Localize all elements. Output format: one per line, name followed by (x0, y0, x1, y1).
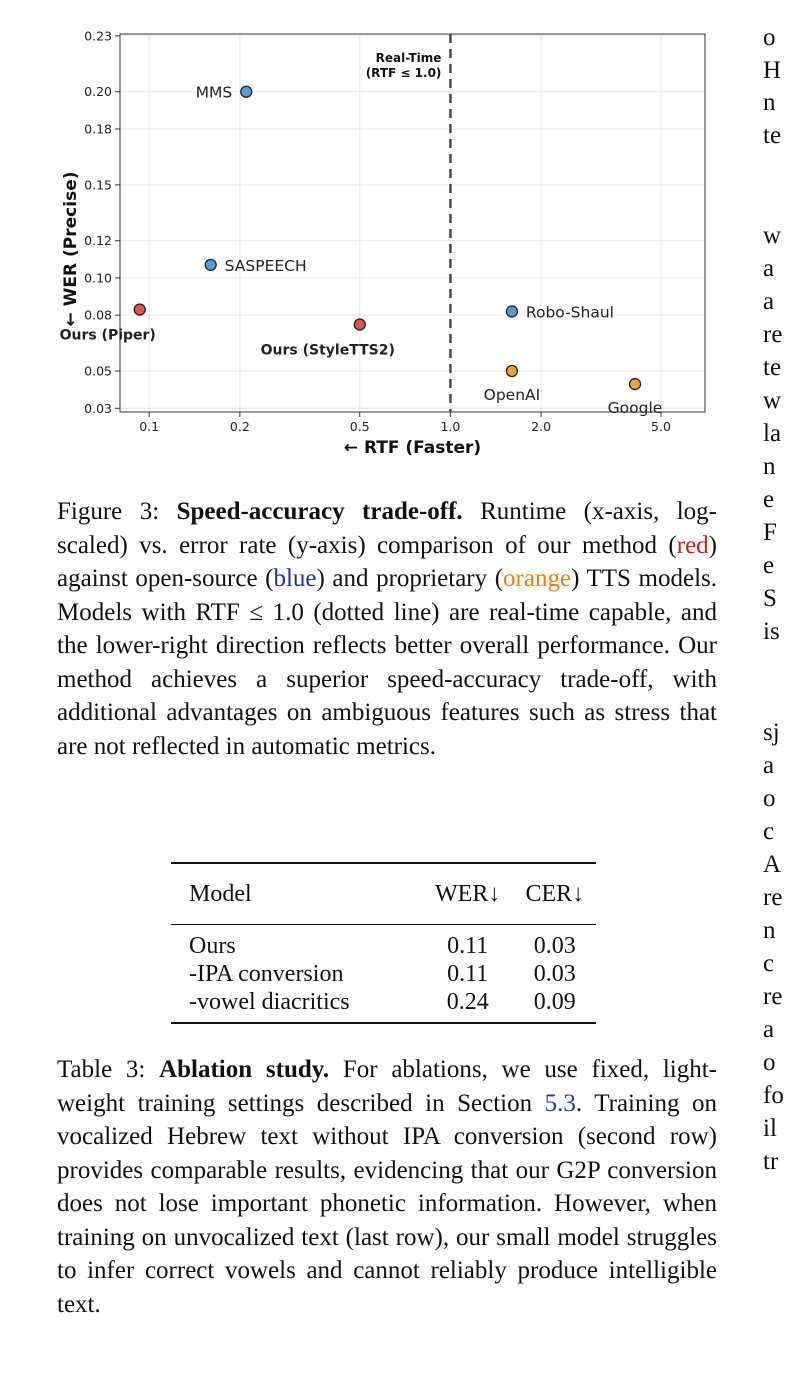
x-tick-label: 0.2 (229, 419, 250, 434)
right-column-fragment: c (763, 818, 775, 845)
data-point (134, 304, 145, 315)
right-column-fragment: w (763, 387, 782, 414)
data-points (60, 84, 663, 417)
table-row (171, 960, 596, 988)
right-column-fragment: a (763, 255, 775, 282)
table-row (171, 988, 596, 1023)
right-column-fragment: fo (763, 1082, 784, 1109)
header-model: Model (189, 880, 252, 907)
right-column-fragment: tr (763, 1148, 779, 1175)
y-tick-label: 0.20 (84, 84, 112, 100)
y-tick-label: 0.23 (84, 28, 112, 44)
cell-wer: 0.11 (447, 932, 489, 959)
right-column-fragment: H (763, 57, 782, 84)
ablation-table (171, 862, 596, 1024)
y-tick-label: 0.03 (84, 400, 112, 416)
x-tick-label: 1.0 (440, 419, 461, 434)
cell-wer: 0.24 (446, 988, 489, 1015)
right-column-fragment: e (763, 486, 775, 513)
right-column-fragment: S (763, 585, 777, 612)
y-tick-label: 0.08 (84, 307, 112, 323)
right-column-fragment: il (763, 1115, 777, 1142)
section-link[interactable]: 5.3 (544, 1089, 576, 1117)
right-column-fragment: n (763, 453, 776, 480)
data-point (506, 306, 517, 317)
right-column-fragment: sj (763, 719, 780, 746)
right-column-text-fragments (763, 0, 793, 1400)
cell-model: -IPA conversion (189, 960, 344, 987)
header-wer: WER↓ (435, 880, 501, 907)
right-column-fragment: is (763, 618, 780, 645)
right-column-fragment: A (763, 851, 782, 878)
right-column-fragment: w (763, 222, 782, 249)
right-column-fragment: o (763, 785, 776, 812)
data-point-label: Google (607, 399, 663, 418)
data-point (205, 259, 216, 270)
data-point-label: Ours (StyleTTS2) (260, 342, 395, 359)
cell-cer: 0.03 (533, 960, 576, 987)
x-tick-label: 0.1 (139, 419, 160, 434)
data-point-label: Robo-Shaul (525, 303, 614, 322)
x-tick-label: 2.0 (531, 419, 552, 434)
header-cer: CER↓ (525, 880, 585, 907)
cell-cer: 0.09 (533, 988, 576, 1015)
right-column-fragment: te (763, 122, 782, 149)
table-caption-prefix: Table 3: (57, 1056, 160, 1083)
data-point (354, 319, 365, 330)
y-tick-label: 0.10 (84, 270, 112, 286)
right-column-fragment: re (763, 983, 783, 1010)
y-tick-label: 0.05 (84, 363, 112, 379)
cell-model: -vowel diacritics (189, 988, 350, 1015)
figure-caption-title: Speed-accuracy trade-off. (176, 498, 463, 525)
right-column-fragment: o (763, 24, 776, 51)
threshold-label-line1: Real-Time (375, 51, 442, 65)
figure-caption-prefix: Figure 3: (57, 498, 177, 525)
right-column-fragment: e (763, 552, 775, 579)
right-column-fragment: a (763, 1016, 775, 1043)
x-tick-label: 0.5 (349, 419, 370, 434)
right-column-fragment: a (763, 288, 775, 315)
table-caption: Table 3: Ablation study. For ablations, we use fixed, light-weight training settings described in Section 5.3. Training on vocalized Hebrew text without IPA conversion (second row) provides comparable results, evidencing that our G2P conversion does not lose important phonetic information. However, when training on unvocalized text (last row), our small model struggles to infer correct vowels and cannot reliably produce intelligible text. (57, 1056, 718, 1318)
right-column-fragment: re (763, 884, 783, 911)
y-axis-ticks (84, 28, 120, 415)
y-axis-label: ← WER (Precise) (61, 171, 81, 327)
data-point-label: SASPEECH (224, 256, 307, 275)
red-color-word: red (676, 531, 709, 559)
orange-color-word: orange (503, 565, 572, 592)
x-axis-label: ← RTF (Faster) (343, 438, 482, 458)
speed-accuracy-scatter-chart (60, 22, 720, 462)
right-column-fragment: o (763, 1049, 776, 1076)
right-column-fragment: a (763, 752, 775, 779)
blue-color-word: blue (273, 565, 317, 592)
table-header-row (171, 863, 596, 925)
right-column-fragment: c (763, 950, 775, 977)
right-column-fragment: te (763, 354, 782, 381)
data-point-label: OpenAI (483, 386, 541, 405)
right-column-fragment: F (763, 519, 777, 546)
cell-model: Ours (189, 932, 236, 959)
cell-wer: 0.11 (447, 960, 489, 987)
right-column-fragment: n (763, 917, 776, 944)
y-tick-label: 0.12 (84, 233, 112, 249)
x-tick-label: 5.0 (651, 419, 671, 434)
cell-cer: 0.03 (533, 932, 576, 959)
right-column-fragment: n (763, 89, 776, 116)
data-point-label: Ours (Piper) (59, 327, 156, 344)
right-column-fragment: re (763, 321, 783, 348)
data-point (241, 86, 252, 97)
right-column-fragment: la (763, 420, 782, 447)
figure-caption: Figure 3: Speed-accuracy trade-off. Runtime (x-axis, log-scaled) vs. error rate (y-axis) comparison of our method (red) against open-source (blue) and proprietary (orange) TTS models. Models with RTF ≤ 1.0 (dotted line) are real-time capable, and the lower-right direction reflects better overall performance. Our method achieves a superior speed-accuracy trade-off, with additional advantages on ambiguous features such as stress that are not reflected in automatic metrics. (57, 498, 717, 760)
table-row (171, 925, 596, 961)
data-point-label: MMS (195, 83, 233, 102)
y-tick-label: 0.18 (84, 121, 112, 137)
data-point (506, 366, 517, 377)
table-caption-title: Ablation study. (159, 1056, 330, 1083)
x-axis-ticks (139, 412, 671, 434)
threshold-label-line2: (RTF ≤ 1.0) (365, 66, 442, 80)
y-tick-label: 0.15 (84, 177, 112, 193)
data-point (630, 379, 641, 390)
